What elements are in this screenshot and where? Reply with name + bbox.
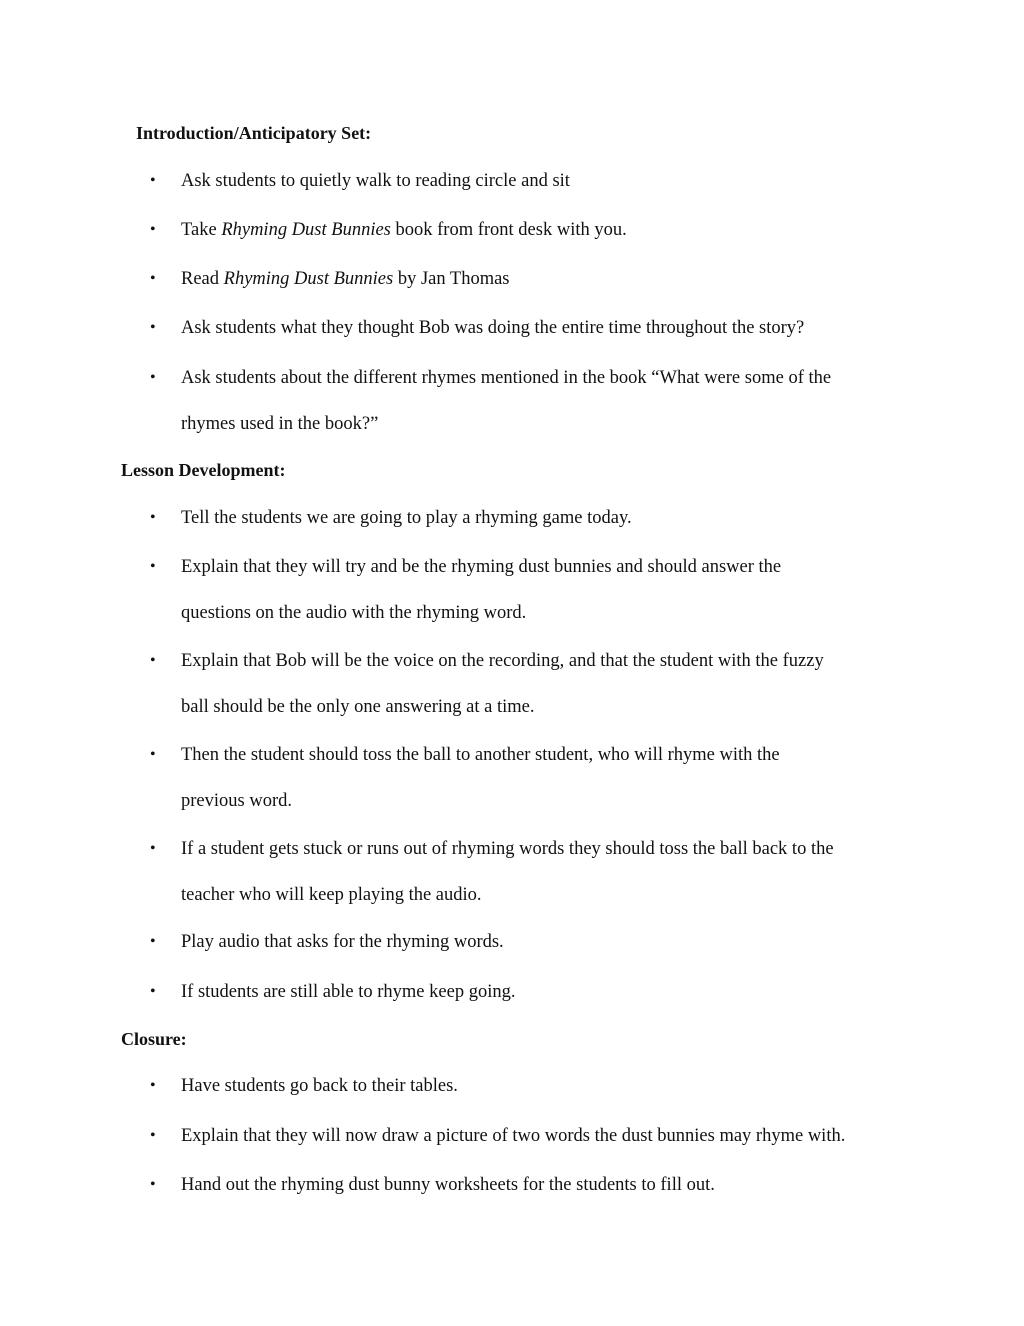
bullet-icon <box>150 256 160 302</box>
list-item-line: questions on the audio with the rhyming word. <box>181 603 527 623</box>
list-item-line: teacher who will keep playing the audio. <box>181 885 482 905</box>
list-item-line: previous word. <box>181 791 292 811</box>
bullet-icon <box>150 544 160 590</box>
text-segment: Read <box>181 269 224 289</box>
bullet-icon <box>150 305 160 351</box>
list-item-line: If a student gets stuck or runs out of rhyming words they should toss the ball back to the <box>181 839 834 859</box>
section-heading-introduction: Introduction/Anticipatory Set: <box>136 123 372 143</box>
list-item-line: ball should be the only one answering at a time. <box>181 697 535 717</box>
bullet-icon <box>150 732 160 778</box>
bullet-icon <box>150 158 160 204</box>
list-item-text <box>181 355 931 447</box>
list-item-text: Ask students what they thought Bob was doing the entire time throughout the story? <box>181 318 805 338</box>
list-item-line: Ask students about the different rhymes mentioned in the book “What were some of the <box>181 368 832 388</box>
section-heading-closure: Closure: <box>121 1029 187 1049</box>
bullet-icon <box>150 495 160 541</box>
bullet-icon <box>150 1063 160 1109</box>
bullet-icon <box>150 355 160 401</box>
bullet-icon <box>150 969 160 1015</box>
list-item-line: Explain that they will try and be the rhyming dust bunnies and should answer the <box>181 557 782 577</box>
list-item-text <box>181 638 931 730</box>
text-segment: Take <box>181 220 222 240</box>
bullet-icon <box>150 1162 160 1208</box>
list-item-text <box>181 207 931 253</box>
bullet-icon <box>150 1113 160 1159</box>
bullet-icon <box>150 207 160 253</box>
list-item-line: Explain that Bob will be the voice on the recording, and that the student with the fuzzy <box>181 651 824 671</box>
text-segment: by Jan Thomas <box>393 269 510 289</box>
list-item-text: Ask students to quietly walk to reading circle and sit <box>181 171 570 191</box>
list-item-text: If students are still able to rhyme keep going. <box>181 982 516 1002</box>
bullet-icon <box>150 826 160 872</box>
list-item-text: Tell the students we are going to play a rhyming game today. <box>181 508 632 528</box>
list-item-text: Hand out the rhyming dust bunny worksheets for the students to fill out. <box>181 1175 715 1195</box>
list-item-text <box>181 732 931 824</box>
list-item-line: rhymes used in the book?” <box>181 414 379 434</box>
text-segment: book from front desk with you. <box>390 220 627 240</box>
list-item-text <box>181 544 931 636</box>
list-item-text <box>181 826 931 918</box>
book-title: Rhyming Dust Bunnies <box>223 269 394 289</box>
list-item-text: Play audio that asks for the rhyming words. <box>181 932 504 952</box>
bullet-icon <box>150 638 160 684</box>
bullet-icon <box>150 919 160 965</box>
list-item-line: Then the student should toss the ball to another student, who will rhyme with the <box>181 745 780 765</box>
section-heading-lesson-development: Lesson Development: <box>121 460 286 480</box>
list-item-text <box>181 256 931 302</box>
list-item-text: Have students go back to their tables. <box>181 1076 458 1096</box>
book-title: Rhyming Dust Bunnies <box>221 220 391 240</box>
list-item-text: Explain that they will now draw a picture of two words the dust bunnies may rhyme with. <box>181 1126 846 1146</box>
